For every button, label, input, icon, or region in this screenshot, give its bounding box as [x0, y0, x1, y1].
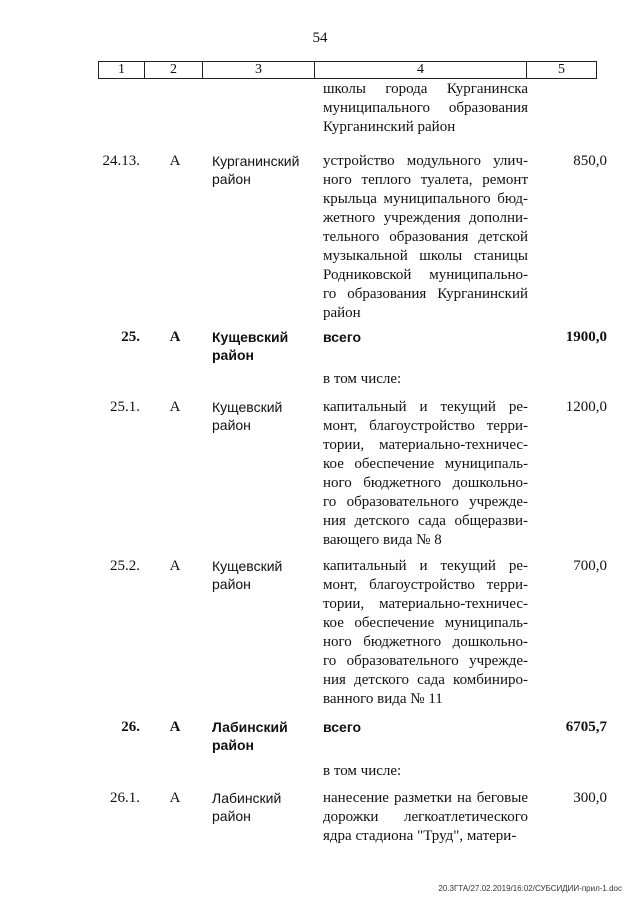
continuation-line: Курганинский район: [323, 119, 456, 135]
description-line: устройство модульного улич-: [323, 153, 528, 169]
row-region: [212, 398, 312, 434]
region-line: Лабинский: [212, 790, 282, 806]
region-line: Кущевский: [212, 329, 289, 345]
description-line: монт, благоустройство терри-: [323, 418, 528, 434]
description-line: тории, материально-техничес-: [323, 437, 528, 453]
region-line: район: [212, 347, 254, 363]
description-line: крыльца муниципального бюд-: [323, 191, 528, 207]
description-line: ного бюджетного дошкольно-: [323, 634, 528, 650]
header-col-3: 3: [203, 62, 315, 78]
description-line: ядра стадиона "Труд", матери-: [323, 828, 517, 844]
description-line: кое обеспечение муниципаль-: [323, 615, 528, 631]
region-line: Кущевский: [212, 558, 283, 574]
header-col-1: 1: [99, 62, 145, 78]
description-line: тельного образования детской: [323, 229, 528, 245]
region-line: Лабинский: [212, 719, 288, 735]
continuation-line: муниципального образования: [323, 100, 528, 116]
row-category: А: [169, 558, 181, 574]
description-line: ванного вида № 11: [323, 691, 443, 707]
row-amount: 850,0: [573, 153, 607, 169]
description-line: го образования Курганинский: [323, 286, 528, 302]
header-col-4: 4: [315, 62, 527, 78]
region-line: район: [212, 808, 251, 824]
region-line: район: [212, 576, 251, 592]
header-col-2: 2: [145, 62, 203, 78]
description-line: вающего вида № 8: [323, 532, 442, 548]
row-category: А: [169, 329, 181, 345]
row-region: [212, 328, 312, 364]
row-amount: 1900,0: [565, 329, 607, 345]
row-region: [212, 718, 312, 754]
row-subtitle: в том числе:: [323, 763, 402, 779]
row-region: [212, 557, 312, 593]
description-line: го образовательного учрежде-: [323, 653, 528, 669]
description-line: ния детского сада общеразви-: [323, 513, 528, 529]
row-category: А: [169, 153, 181, 169]
row-category: А: [169, 719, 181, 735]
description-line: всего: [323, 329, 362, 345]
page-number: 54: [312, 30, 328, 46]
row-number: 25.1.: [110, 399, 140, 415]
row-description: [323, 398, 528, 550]
description-line: тории, материально-техничес-: [323, 596, 528, 612]
description-line: го образовательного учрежде-: [323, 494, 528, 510]
file-footer: 20.3ГТА/27.02.2019/16:02/СУБСИДИИ-прил-1.doc: [438, 884, 622, 893]
row-amount: 300,0: [573, 790, 607, 806]
continuation-line: школы города Курганинска: [323, 81, 528, 97]
row-description: [323, 718, 528, 737]
region-line: район: [212, 417, 251, 433]
row-subtitle: в том числе:: [323, 371, 402, 387]
row-region: [212, 789, 312, 825]
row-description: [323, 328, 528, 347]
row-number: 26.: [121, 719, 140, 735]
description-line: ния детского сада комбиниро-: [323, 672, 528, 688]
row-region: [212, 152, 312, 188]
row-number: 25.2.: [110, 558, 140, 574]
row-description: [323, 152, 528, 323]
description-line: монт, благоустройство терри-: [323, 577, 528, 593]
region-line: район: [212, 171, 251, 187]
region-line: район: [212, 737, 254, 753]
description-line: музыкальной школы станицы: [323, 248, 528, 264]
region-line: Кущевский: [212, 399, 283, 415]
header-col-5: 5: [558, 62, 565, 77]
region-line: Курганинский: [212, 153, 300, 169]
description-line: дорожки легкоатлетического: [323, 809, 528, 825]
row-number: 26.1.: [110, 790, 140, 806]
row-amount: 1200,0: [565, 399, 607, 415]
description-line: капитальный и текущий ре-: [323, 399, 528, 415]
row-amount: 700,0: [573, 558, 607, 574]
description-line: нанесение разметки на беговые: [323, 790, 528, 806]
row-number: 24.13.: [102, 153, 140, 169]
row-category: А: [169, 399, 181, 415]
description-line: район: [323, 305, 361, 321]
description-line: кое обеспечение муниципаль-: [323, 456, 528, 472]
row-description: [323, 789, 528, 846]
description-line: всего: [323, 719, 362, 735]
row-number: 25.: [121, 329, 140, 345]
description-line: жетного учреждения дополни-: [323, 210, 528, 226]
description-line: Родниковской муниципально-: [323, 267, 528, 283]
description-line: капитальный и текущий ре-: [323, 558, 528, 574]
table-header: [98, 61, 597, 79]
row-category: А: [169, 790, 181, 806]
continuation-text: [323, 80, 528, 137]
row-description: [323, 557, 528, 709]
description-line: ного теплого туалета, ремонт: [323, 172, 528, 188]
description-line: ного бюджетного дошкольно-: [323, 475, 528, 491]
row-amount: 6705,7: [565, 719, 607, 735]
